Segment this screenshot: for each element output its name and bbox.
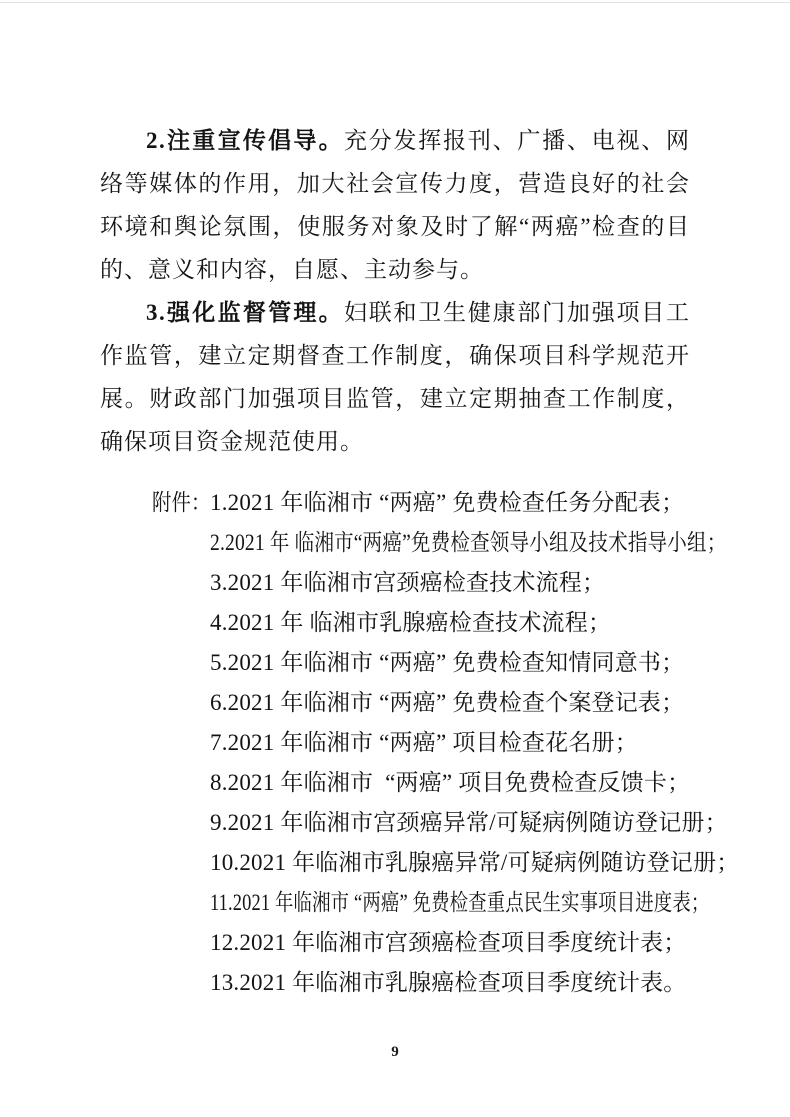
paragraph-publicity-text: 充分发挥报刊、广播、电视、网络等媒体的作用，加大社会宣传力度，营造良好的社会环境和舆论氛围，使服务对象及时了解“两癌”检查的目的、意义和内容，自愿、主动参与。 bbox=[100, 128, 691, 282]
attachment-item bbox=[100, 483, 690, 523]
attachment-item-text: 1.2021 年临湘市 “两癌” 免费检查任务分配表； bbox=[210, 490, 685, 515]
paragraph-publicity-lead: 2.注重宣传倡导。 bbox=[146, 128, 344, 153]
attachment-item bbox=[100, 763, 690, 803]
attachment-item bbox=[100, 883, 710, 923]
attachments-section bbox=[100, 483, 740, 1003]
attachment-item-text: 12.2021 年临湘市宫颈癌检查项目季度统计表； bbox=[210, 930, 687, 955]
attachment-item-text: 10.2021 年临湘市乳腺癌异常/可疑病例随访登记册； bbox=[210, 850, 740, 875]
page-number: 9 bbox=[391, 1044, 399, 1060]
attachment-item bbox=[100, 923, 690, 963]
attachment-item-text: 5.2021 年临湘市 “两癌” 免费检查知情同意书； bbox=[210, 650, 685, 675]
paragraph-supervision-text: 妇联和卫生健康部门加强项目工作监管，建立定期督查工作制度，确保项目科学规范开展。财政部门加强项目监管，建立定期抽查工作制度，确保项目资金规范使用。 bbox=[100, 300, 691, 454]
attachment-item-text: 8.2021 年临湘市 “两癌” 项目免费检查反馈卡； bbox=[210, 770, 691, 795]
attachment-item bbox=[100, 563, 690, 603]
attachment-item-text: 13.2021 年临湘市乳腺癌检查项目季度统计表。 bbox=[210, 970, 687, 995]
attachment-item bbox=[100, 803, 728, 843]
document-body bbox=[100, 119, 740, 1003]
attachment-item bbox=[100, 843, 740, 883]
paragraph-supervision-lead: 3.强化监督管理。 bbox=[146, 300, 344, 325]
paragraph-supervision bbox=[100, 291, 690, 463]
attachment-item bbox=[100, 603, 690, 643]
attachment-item-text: 7.2021 年临湘市 “两癌” 项目检查花名册； bbox=[210, 730, 638, 755]
attachment-item-text: 11.2021 年临湘市 “两癌” 免费检查重点民生实事项目进度表； bbox=[210, 890, 710, 915]
attachment-item bbox=[100, 523, 727, 563]
scan-edge-line bbox=[0, 2, 790, 3]
attachment-item-text: 3.2021 年临湘市宫颈癌检查技术流程； bbox=[210, 570, 606, 595]
attachment-item bbox=[100, 683, 690, 723]
attachment-item bbox=[100, 723, 690, 763]
attachment-item-text: 4.2021 年 临湘市乳腺癌检查技术流程； bbox=[210, 610, 612, 635]
attachment-item-text: 9.2021 年临湘市宫颈癌异常/可疑病例随访登记册； bbox=[210, 810, 728, 835]
attachment-item bbox=[100, 963, 690, 1003]
paragraph-publicity bbox=[100, 119, 690, 291]
attachments-label: 附件： bbox=[152, 490, 211, 515]
attachment-item-text: 6.2021 年临湘市 “两癌” 免费检查个案登记表； bbox=[210, 690, 685, 715]
attachment-item bbox=[100, 643, 690, 683]
attachment-item-text: 2.2021 年 临湘市“两癌”免费检查领导小组及技术指导小组； bbox=[210, 530, 727, 555]
